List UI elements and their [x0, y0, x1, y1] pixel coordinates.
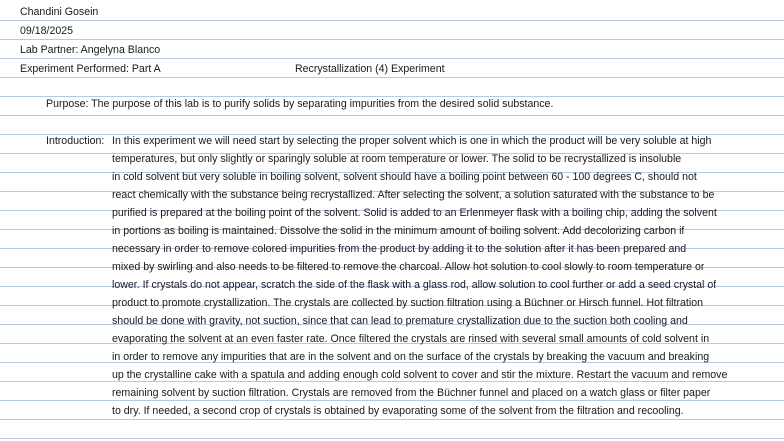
- introduction-line: temperatures, but only slightly or sparingly soluble at room temperature or lower. The solid to be recrystallized is insoluble: [112, 153, 682, 165]
- introduction-line: purified is prepared at the boiling point of the solvent. Solid is added to an Erlenmeyer flask with a boiling chip, adding the solvent: [112, 207, 717, 219]
- introduction-line: in portions as boiling is maintained. Dissolve the solid in the minimum amount of boiling solvent. Add decolorizing carbon if: [112, 225, 685, 237]
- report-date: 09/18/2025: [20, 25, 74, 37]
- introduction-line: up the crystalline cake with a spatula and adding enough cold solvent to cover and stir the mixture. Restart the vacuum and remove: [112, 369, 728, 381]
- introduction-line: should be done with gravity, not suction, since that can lead to premature crystallization due to the suction both cooling and: [112, 315, 688, 327]
- introduction-line: in order to remove any impurities that are in the solvent and on the surface of the crystals by breaking the vacuum and breaking: [112, 351, 710, 363]
- introduction-line: lower. If crystals do not appear, scratch the side of the flask with a glass rod, allow solution to cool further or add a seed crystal of: [112, 279, 717, 291]
- introduction-line: evaporating the solvent at an even faster rate. Once filtered the crystals are rinsed with several small amounts of cold solvent in: [112, 333, 710, 345]
- student-name: Chandini Gosein: [20, 6, 99, 18]
- experiment-performed: Experiment Performed: Part A: [20, 63, 161, 75]
- introduction-line: in cold solvent but very soluble in boiling solvent, solvent should have a boiling point between 60 - 100 degrees C, should not: [112, 171, 697, 183]
- introduction-line: remaining solvent by suction filtration. Crystals are removed from the Büchner funnel and placed on a watch glass or filter paper: [112, 387, 711, 399]
- introduction-line: to dry. If needed, a second crop of crystals is obtained by evaporating some of the solvent from the filtration and recooling.: [112, 405, 684, 417]
- introduction-line: necessary in order to remove colored impurities from the product by adding it to the solution after it has been prepared and: [112, 243, 687, 255]
- introduction-line: mixed by swirling and also needs to be filtered to remove the charcoal. Allow hot solution to cool slowly to room temperature or: [112, 261, 705, 273]
- introduction-label: Introduction:: [46, 135, 105, 147]
- purpose-statement: Purpose: The purpose of this lab is to purify solids by separating impurities from the desired solid substance.: [46, 98, 554, 110]
- lab-partner: Lab Partner: Angelyna Blanco: [20, 44, 161, 56]
- introduction-line: In this experiment we will need start by selecting the proper solvent which is one in which the product will be very soluble at high: [112, 135, 712, 147]
- introduction-line: react chemically with the substance being recrystallized. After selecting the solvent, a solution saturated with the substance to be: [112, 189, 715, 201]
- experiment-title: Recrystallization (4) Experiment: [295, 63, 445, 75]
- introduction-line: product to promote crystallization. The crystals are collected by suction filtration using a Büchner or Hirsch funnel. Hot filtration: [112, 297, 703, 309]
